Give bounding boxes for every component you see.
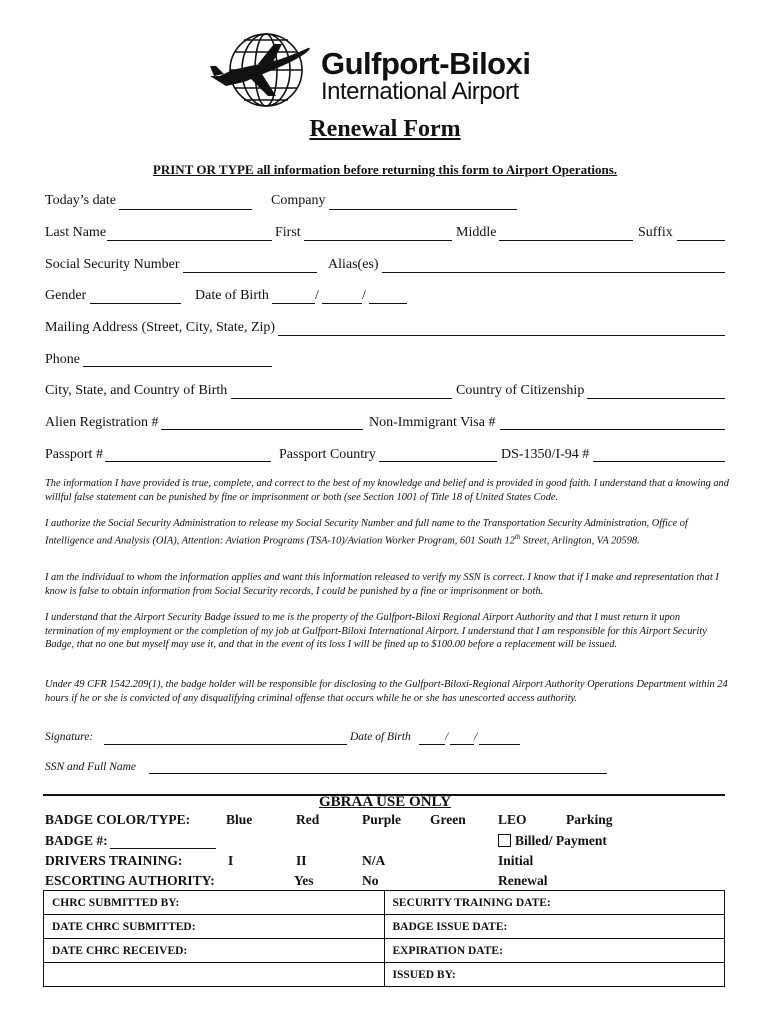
signature-dob-year-field[interactable] (479, 744, 520, 745)
alien-registration-label: Alien Registration # (45, 415, 159, 430)
company-field[interactable] (329, 209, 517, 210)
table-row (44, 915, 725, 939)
signature-dob-day-field[interactable] (450, 744, 474, 745)
badge-color-purple[interactable]: Purple (362, 812, 401, 827)
table-row (44, 939, 725, 963)
signature-dob-label: Date of Birth (350, 731, 411, 743)
drivers-training-na[interactable]: N/A (362, 853, 386, 868)
middle-name-label: Middle (456, 225, 497, 240)
drivers-training-ii[interactable]: II (296, 853, 307, 868)
signature-dob-month-field[interactable] (419, 744, 445, 745)
ssa-text-b: Street, Arlington, VA 20598. (520, 535, 640, 547)
badge-color-blue[interactable]: Blue (226, 812, 253, 827)
badge-property-paragraph: I understand that the Airport Security Badge issued to me is the property of the Gulfport-Biloxi Regional Airport Authority and that I must return it upon termination of my employment or the completion of my job at Gulfport-Biloxi International Airport. I understand that I am responsible for this Airport Security Badge, that no one but myself may use it, and that in the event of its loss I will be fined up to $100.00 before a replacement will be issued. (45, 612, 707, 651)
initial-label[interactable]: Initial (498, 853, 534, 868)
dob-separator: / (315, 288, 319, 303)
expiration-date-cell[interactable]: EXPIRATION DATE: (384, 939, 725, 963)
badge-color-green[interactable]: Green (430, 812, 466, 827)
certification-paragraph: The information I have provided is true, complete, and correct to the best of my knowledge and belief and is provided in good faith. I understand that a knowing and willful false statement can be punished by fine or imprisonment or both (see Section 1001 of Title 18 of United States Code. (45, 478, 729, 503)
badge-color-red[interactable]: Red (296, 812, 320, 827)
ds1350-label: DS-1350/I-94 # (501, 447, 590, 462)
todays-date-field[interactable] (119, 209, 252, 210)
airport-logo (208, 30, 568, 110)
mailing-address-field[interactable] (278, 335, 725, 336)
alien-registration-field[interactable] (161, 429, 363, 430)
table-row (44, 891, 725, 915)
suffix-label: Suffix (638, 225, 673, 240)
dob-day-field[interactable] (322, 303, 362, 304)
badge-color-label: BADGE COLOR/TYPE: (45, 812, 191, 827)
date-chrc-received-cell[interactable]: DATE CHRC RECEIVED: (44, 939, 385, 963)
date-chrc-submitted-cell[interactable]: DATE CHRC SUBMITTED: (44, 915, 385, 939)
first-name-label: First (275, 225, 301, 240)
non-immigrant-visa-field[interactable] (500, 429, 725, 430)
passport-label: Passport # (45, 447, 103, 462)
dob-year-field[interactable] (369, 303, 407, 304)
ssa-text-sup: th (514, 532, 521, 541)
logo-line2: International Airport (321, 78, 519, 105)
birthplace-field[interactable] (231, 398, 452, 399)
ssa-authorization-paragraph (45, 517, 729, 548)
globe-plane-icon (208, 30, 318, 110)
citizenship-label: Country of Citizenship (456, 383, 585, 398)
gender-field[interactable] (90, 303, 181, 304)
office-use-table (43, 890, 725, 987)
gender-label: Gender (45, 288, 87, 303)
ssn-verification-paragraph: I am the individual to whom the information applies and want this information released to verify my SSN is correct. I know that if I make and representation that I know is false to obtain information from Social Security records, I could be punished by a fine or imprisonment or both. (45, 572, 719, 597)
drivers-training-i[interactable]: I (228, 853, 234, 868)
aliases-field[interactable] (382, 272, 725, 273)
ssa-text-a: I authorize the Social Security Administration to release my Social Security Number and full name to the Transportation Security Administration, Office of Intelligence and Analysis (OIA), Attention: Aviation Programs (TSA-10)/Aviation Worker Program, 601 South 12 (45, 518, 688, 547)
ssn-full-name-label: SSN and Full Name (45, 761, 137, 773)
last-name-field[interactable] (107, 240, 272, 241)
passport-country-field[interactable] (379, 461, 497, 462)
renewal-label[interactable]: Renewal (498, 873, 548, 888)
aliases-label: Alias(es) (328, 257, 379, 272)
chrc-submitted-by-cell[interactable]: CHRC SUBMITTED BY: (44, 891, 385, 915)
office-use-title: GBRAA USE ONLY (319, 794, 451, 810)
badge-number-label: BADGE #: (45, 833, 108, 848)
escorting-authority-label: ESCORTING AUTHORITY: (45, 873, 215, 888)
ssn-label: Social Security Number (45, 257, 180, 272)
logo-line1: Gulfport-Biloxi (321, 46, 531, 81)
citizenship-field[interactable] (587, 398, 725, 399)
dob-month-field[interactable] (272, 303, 315, 304)
escorting-no[interactable]: No (362, 873, 379, 888)
form-instruction: PRINT OR TYPE all information before returning this form to Airport Operations. (152, 162, 618, 177)
suffix-field[interactable] (677, 240, 725, 241)
table-row (44, 963, 725, 987)
signature-dob-separator: / (445, 731, 449, 743)
company-label: Company (271, 193, 326, 208)
last-name-label: Last Name (45, 225, 107, 240)
ssn-field[interactable] (183, 272, 317, 273)
escorting-yes[interactable]: Yes (294, 873, 314, 888)
billed-payment-label: Billed/ Payment (515, 833, 607, 848)
passport-country-label: Passport Country (279, 447, 376, 462)
page-title: Renewal Form (309, 116, 461, 142)
phone-field[interactable] (83, 366, 272, 367)
ds1350-field[interactable] (593, 461, 725, 462)
signature-field[interactable] (104, 744, 347, 745)
badge-type-leo[interactable]: LEO (498, 812, 527, 827)
mailing-address-label: Mailing Address (Street, City, State, Zip) (45, 320, 276, 335)
empty-cell (44, 963, 385, 987)
first-name-field[interactable] (304, 240, 452, 241)
todays-date-label: Today’s date (45, 193, 116, 208)
middle-name-field[interactable] (499, 240, 633, 241)
ssn-full-name-field[interactable] (149, 773, 607, 774)
phone-label: Phone (45, 352, 80, 367)
non-immigrant-visa-label: Non-Immigrant Visa # (369, 415, 496, 430)
signature-label: Signature: (45, 731, 94, 743)
badge-type-parking[interactable]: Parking (566, 812, 613, 827)
badge-issue-date-cell[interactable]: BADGE ISSUE DATE: (384, 915, 725, 939)
birthplace-label: City, State, and Country of Birth (45, 383, 228, 398)
drivers-training-label: DRIVERS TRAINING: (45, 853, 183, 868)
badge-number-field[interactable] (110, 848, 216, 849)
billed-checkbox[interactable] (498, 834, 511, 847)
issued-by-cell[interactable]: ISSUED BY: (384, 963, 725, 987)
dob-label: Date of Birth (195, 288, 269, 303)
security-training-date-cell[interactable]: SECURITY TRAINING DATE: (384, 891, 725, 915)
cfr-disclosure-paragraph: Under 49 CFR 1542.209(1), the badge holder will be responsible for disclosing to the Gulfport-Biloxi-Regional Airport Authority Operations Department within 24 hours if he or she is convicted of any disqualifying criminal offense that occurs while he or she has unescorted access authority. (45, 679, 728, 704)
passport-field[interactable] (105, 461, 271, 462)
dob-separator: / (362, 288, 366, 303)
signature-dob-separator: / (474, 731, 478, 743)
